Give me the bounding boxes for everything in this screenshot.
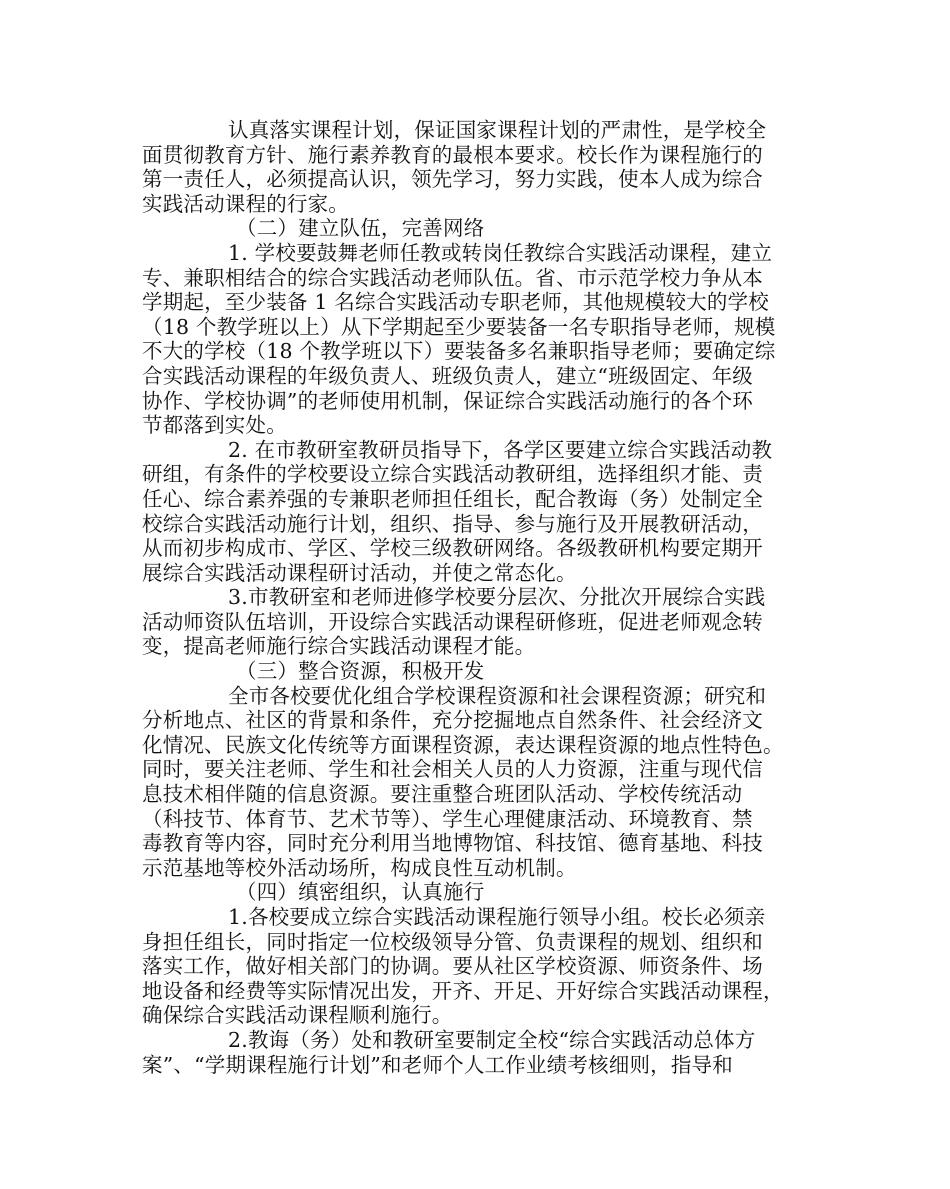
document-body (142, 118, 814, 1077)
text-line: 全市各校要优化组合学校课程资源和社会课程资源；研究和 (228, 683, 767, 708)
text-line: 1.各校要成立综合实践活动课程施行领导小组。校长必须亲 (228, 905, 766, 929)
text-line: 分析地点、社区的背景和条件，充分挖掘地点自然条件、社会经济文 (142, 708, 763, 733)
text-line: 专、兼职相结合的综合实践活动老师队伍。省、市示范学校力争从本 (142, 265, 763, 290)
text-line: 活动师资队伍培训，开设综合实践活动课程研修班，促进老师观念转 (142, 609, 763, 634)
text-line: 地设备和经费等实际情况出发，开齐、开足、开好综合实践活动课程， (142, 978, 784, 1003)
text-line: 校综合实践活动施行计划，组织、指导、参与施行及开展教研活动， (142, 511, 763, 536)
text-line: 化情况、民族文化传统等方面课程资源，表达课程资源的地点性特色。 (142, 732, 784, 757)
text-line: 毒教育等内容，同时充分利用当地博物馆、科技馆、德育基地、科技 (142, 831, 763, 856)
text-line: 展综合实践活动课程研讨活动，并使之常态化。 (142, 560, 577, 585)
text-line: 变，提高老师施行综合实践活动课程才能。 (142, 634, 536, 659)
text-line: 息技术相伴随的信息资源。要注重整合班团队活动、学校传统活动 (142, 782, 743, 807)
section-heading: （三）整合资源，积极开发 (236, 659, 485, 684)
text-line: 1. 学校要鼓舞老师任教或转岗任教综合实践活动课程，建立 (228, 240, 773, 265)
text-line: 3.市教研室和老师进修学校要分层次、分批次开展综合实践 (228, 585, 766, 610)
text-line: 面贯彻教育方针、施行素养教育的最根本要求。校长作为课程施行的 (142, 142, 763, 167)
text-line: 同时，要关注老师、学生和社会相关人员的人力资源，注重与现代信 (142, 757, 763, 782)
section-heading: （二）建立队伍，完善网络 (236, 216, 485, 241)
text-line: 研组，有条件的学校要设立综合实践活动教研组，选择组织才能、责 (142, 462, 763, 487)
text-line: 案”、“学期课程施行计划”和老师个人工作业绩考核细则，指导和 (142, 1052, 733, 1077)
text-line: 第一责任人，必须提高认识，领先学习，努力实践，使本人成为综合 (142, 167, 763, 192)
text-line: （18 个教学班以上）从下学期起至少要装备一名专职指导老师，规模 (142, 314, 776, 339)
text-line: 身担任组长，同时指定一位校级领导分管、负责课程的规划、组织和 (142, 929, 763, 954)
text-line: 合实践活动课程的年级负责人、班级负责人，建立“班级固定、年级 (142, 363, 753, 388)
text-line: 协作、学校协调”的老师使用机制，保证综合实践活动施行的各个环 (142, 388, 753, 413)
text-line: 不大的学校（18 个教学班以下）要装备多名兼职指导老师；要确定综 (142, 339, 776, 364)
text-line: 确保综合实践活动课程顺利施行。 (142, 1003, 453, 1028)
text-line: 节都落到实处。 (142, 413, 287, 438)
text-line: 从而初步构成市、学区、学校三级教研网络。各级教研机构要定期开 (142, 536, 763, 561)
text-line: 任心、综合素养强的专兼职老师担任组长，配合教诲（务）处制定全 (142, 486, 763, 511)
text-line: 落实工作，做好相关部门的协调。要从社区学校资源、师资条件、场 (142, 954, 763, 979)
text-line: 2. 在市教研室教研员指导下，各学区要建立综合实践活动教 (228, 437, 773, 462)
text-line: 2.教诲（务）处和教研室要制定全校“综合实践活动总体方 (228, 1027, 756, 1052)
text-line: 学期起，至少装备 1 名综合实践活动专职老师，其他规模较大的学校 (142, 290, 769, 315)
text-line: （科技节、体育节、艺术节等）、学生心理健康活动、环境教育、禁 (142, 806, 753, 831)
text-line: 实践活动课程的行家。 (142, 191, 349, 216)
text-line: 认真落实课程计划，保证国家课程计划的严肃性，是学校全 (228, 118, 767, 142)
section-heading: （四）缜密组织，认真施行 (236, 880, 485, 905)
text-line: 示范基地等校外活动场所，构成良性互动机制。 (142, 855, 577, 880)
